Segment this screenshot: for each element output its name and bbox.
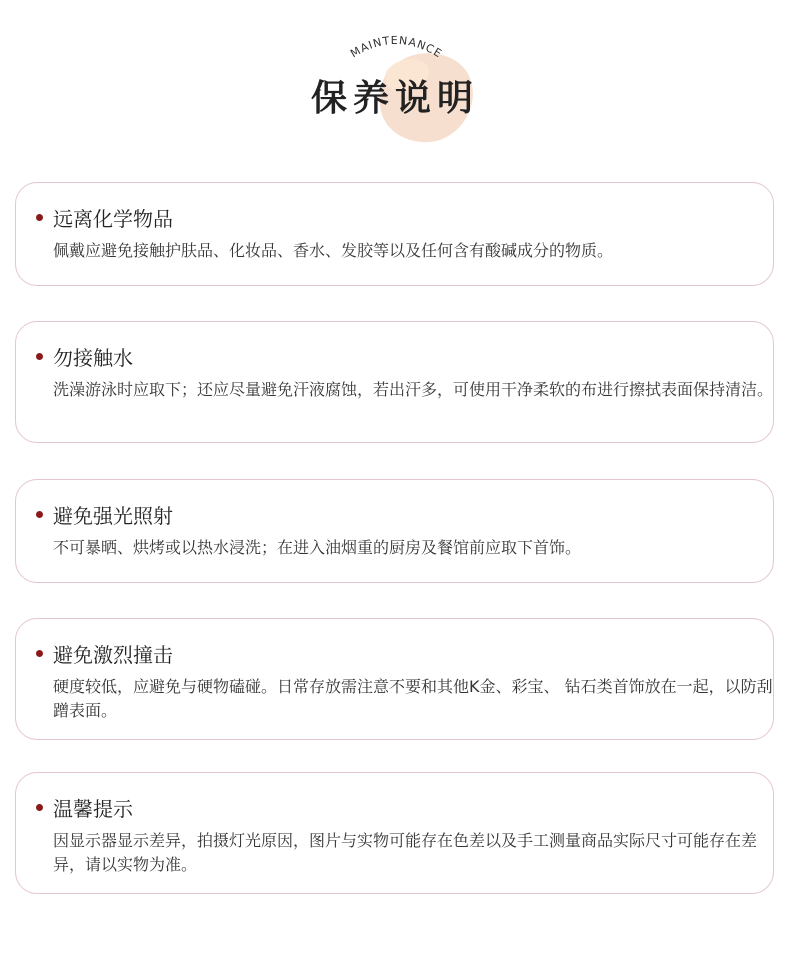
card-title bbox=[36, 500, 173, 529]
page-title: 保养说明 bbox=[310, 77, 479, 119]
bullet-dot-icon bbox=[36, 353, 43, 360]
bullet-dot-icon bbox=[36, 650, 43, 657]
card-title-text: 温馨提示 bbox=[53, 797, 133, 821]
card-impact bbox=[15, 618, 774, 740]
bullet-dot-icon bbox=[36, 214, 43, 221]
card-body: 不可暴晒、烘烤或以热水浸洗；在进入油烟重的厨房及餐馆前应取下首饰。 bbox=[53, 538, 582, 557]
card-sunlight bbox=[15, 479, 774, 583]
card-title bbox=[36, 639, 173, 668]
card-title-text: 远离化学物品 bbox=[53, 207, 173, 231]
card-title bbox=[36, 342, 133, 371]
header bbox=[0, 0, 790, 160]
card-body: 洗澡游泳时应取下；还应尽量避免汗液腐蚀，若出汗多，可使用干净柔软的布进行擦拭表面保持清洁。 bbox=[53, 380, 774, 399]
card-body: 因显示器显示差异，拍摄灯光原因，图片与实物可能存在色差以及手工测量商品实际尺寸可能存在差异，请以实物为准。 bbox=[53, 831, 758, 874]
card-title-text: 避免激烈撞击 bbox=[53, 643, 173, 667]
card-water bbox=[15, 321, 774, 443]
card-title-text: 避免强光照射 bbox=[53, 504, 173, 528]
bullet-dot-icon bbox=[36, 511, 43, 518]
card-chemicals bbox=[15, 182, 774, 286]
card-body: 硬度较低，应避免与硬物磕碰。日常存放需注意不要和其他K金、彩宝、 钻石类首饰放在一起，以防刮蹭表面。 bbox=[53, 677, 773, 720]
svg-text:MAINTENANCE bbox=[348, 34, 444, 61]
bullet-dot-icon bbox=[36, 804, 43, 811]
card-body: 佩戴应避免接触护肤品、化妆品、香水、发胶等以及任何含有酸碱成分的物质。 bbox=[53, 241, 614, 260]
arc-label-text: MAINTENANCE bbox=[348, 33, 445, 61]
card-title-text: 勿接触水 bbox=[53, 346, 133, 370]
card-title bbox=[36, 793, 133, 822]
card-title bbox=[36, 203, 173, 232]
card-notice bbox=[15, 772, 774, 894]
